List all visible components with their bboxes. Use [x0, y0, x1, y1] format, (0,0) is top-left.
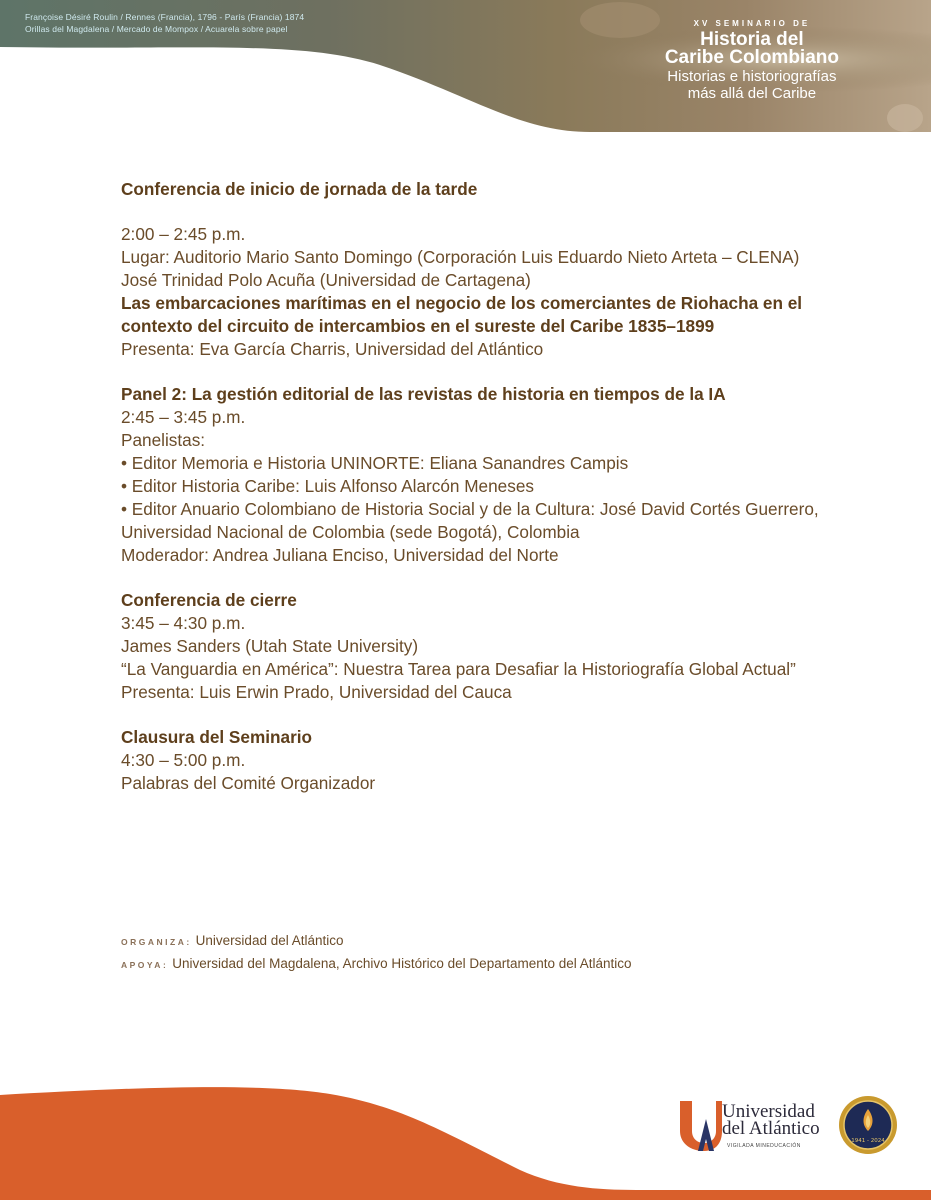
seminar-title-line-1: Historia del [700, 29, 804, 50]
university-tagline: VIGILADA MINEDUCACIÓN [727, 1143, 801, 1149]
session-4-title: Clausura del Seminario [121, 727, 313, 747]
artwork-credit-line-2: Orillas del Magdalena / Mercado de Mompox / Acuarela sobre papel [25, 24, 288, 34]
university-name-line-1: Universidad [722, 1101, 815, 1122]
organiza-value: Universidad del Atlántico [195, 933, 344, 948]
apoya-label: APOYA: [121, 960, 169, 970]
seminar-title-block [665, 20, 839, 101]
session-4-detail: Palabras del Comité Organizador [121, 773, 376, 793]
seminar-subtitle-line-1: Historias e historiografías [667, 68, 837, 85]
session-1-title: Conferencia de inicio de jornada de la tarde [121, 179, 478, 199]
session-1-talk-title: Las embarcaciones marítimas en el negocio de los comerciantes de Riohacha en el contexto del circuito de intercambios en el sureste del Caribe 1835–1899 [121, 293, 803, 336]
organiza-label: ORGANIZA: [121, 937, 192, 947]
seal-years: 1941 - 2024 [851, 1138, 885, 1144]
program-content [121, 178, 821, 795]
session-2-title: Panel 2: La gestión editorial de las revistas de historia en tiempos de la IA [121, 384, 726, 404]
panelist-3: • Editor Anuario Colombiano de Historia Social y de la Cultura: José David Cortés Guerrero, Universidad Nacional de Colombia (sede Bogotá), Colombia [121, 499, 819, 542]
session-4-time: 4:30 – 5:00 p.m. [121, 750, 246, 770]
apoya-value: Universidad del Magdalena, Archivo Histórico del Departamento del Atlántico [172, 956, 632, 971]
university-name [722, 1103, 820, 1137]
panelist-2: • Editor Historia Caribe: Luis Alfonso Alarcón Meneses [121, 476, 534, 496]
session-3-title: Conferencia de cierre [121, 590, 297, 610]
organizer-credits [121, 930, 632, 976]
session-1-presenter: Presenta: Eva García Charris, Universidad del Atlántico [121, 339, 544, 359]
seminar-kicker: XV SEMINARIO DE [693, 19, 811, 28]
apoya-row [121, 953, 632, 976]
session-3-talk-title: “La Vanguardia en América”: Nuestra Tarea para Desafiar la Historiografía Global Actual” [121, 659, 796, 679]
session-3-presenter: Presenta: Luis Erwin Prado, Universidad del Cauca [121, 682, 512, 702]
organiza-row [121, 930, 632, 953]
session-1-speaker: José Trinidad Polo Acuña (Universidad de Cartagena) [121, 270, 531, 290]
university-name-line-2: del Atlántico [722, 1118, 820, 1139]
artwork-credit-line-1: Françoise Désiré Roulin / Rennes (Francia), 1796 - París (Francia) 1874 [25, 12, 305, 22]
anniversary-seal-icon [838, 1095, 898, 1155]
seminar-title-line-2: Caribe Colombiano [664, 47, 839, 68]
session-1-place: Lugar: Auditorio Mario Santo Domingo (Corporación Luis Eduardo Nieto Arteta – CLENA) [121, 247, 800, 267]
session-3-time: 3:45 – 4:30 p.m. [121, 613, 246, 633]
seminar-subtitle-line-2: más allá del Caribe [687, 85, 817, 102]
session-3-speaker: James Sanders (Utah State University) [121, 636, 419, 656]
session-2-panel-label: Panelistas: [121, 430, 206, 450]
session-1-time: 2:00 – 2:45 p.m. [121, 224, 246, 244]
session-2-moderator: Moderador: Andrea Juliana Enciso, Universidad del Norte [121, 545, 559, 565]
panelist-1: • Editor Memoria e Historia UNINORTE: Eliana Sanandres Campis [121, 453, 629, 473]
session-2-time: 2:45 – 3:45 p.m. [121, 407, 246, 427]
